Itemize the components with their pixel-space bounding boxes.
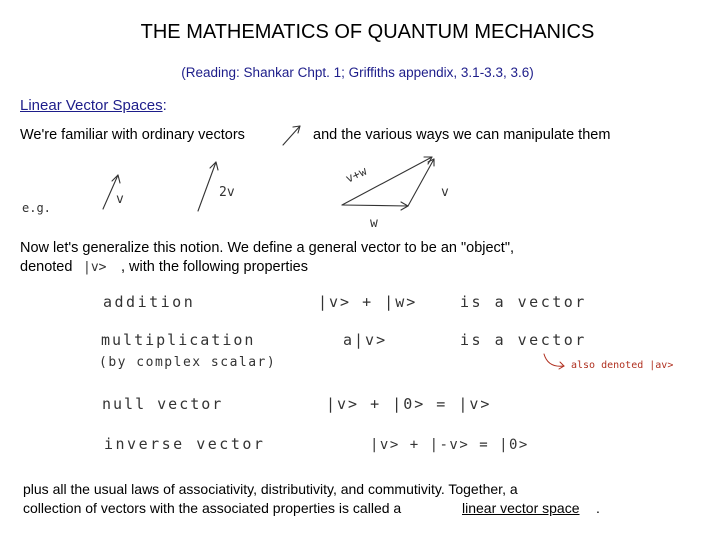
property-name: multiplication: [101, 331, 256, 349]
property-multiplication: [99, 331, 673, 371]
vector-v-plus-w-label: v+w: [343, 163, 369, 186]
vector-w-label: w: [370, 216, 378, 231]
property-subtitle: (by complex scalar): [99, 355, 277, 370]
property-inverse-vector: [104, 435, 529, 453]
vector-2v-label: 2v: [219, 185, 235, 200]
property-expression: a|v>: [343, 331, 388, 349]
property-null-vector: [102, 395, 491, 413]
page-title: THE MATHEMATICS OF QUANTUM MECHANICS: [140, 21, 595, 43]
eg-label: e.g.: [22, 201, 51, 215]
property-expression: |v> + |0> = |v>: [326, 395, 492, 413]
generalize-line-1: Now let's generalize this notion. We define a general vector to be an "object",: [20, 240, 514, 256]
property-note: also denoted |av>: [571, 360, 674, 371]
property-result: is a vector: [460, 331, 587, 349]
ket-v-notation: |v>: [83, 260, 107, 275]
reading-reference: (Reading: Shankar Chpt. 1; Griffiths appendix, 3.1-3.3, 3.6): [181, 65, 534, 80]
note-arrow-icon: [544, 354, 564, 366]
property-expression: |v> + |w>: [318, 293, 418, 311]
vector-addition-triangle-icon: [342, 157, 434, 210]
property-name: addition: [103, 293, 196, 311]
property-addition: [103, 293, 587, 311]
vector-2v-arrow-icon: [198, 162, 218, 211]
property-expression: |v> + |-v> = |0>: [370, 437, 529, 453]
small-vector-arrow-icon: [283, 126, 300, 145]
intro-text-right: and the various ways we can manipulate them: [313, 127, 611, 143]
generalize-line-2-end: , with the following properties: [121, 259, 308, 275]
section-heading-label: Linear Vector Spaces: [20, 97, 163, 114]
property-result: is a vector: [460, 293, 587, 311]
section-heading-colon: :: [162, 97, 167, 114]
linear-vector-space-term: linear vector space: [462, 500, 580, 516]
property-name: inverse vector: [104, 435, 266, 453]
closing-line-2: collection of vectors with the associated properties is called a: [23, 500, 402, 516]
vector-v-right-label: v: [441, 185, 449, 200]
closing-line-1: plus all the usual laws of associativity, distributivity, and commutivity. Together, a: [23, 481, 518, 497]
vector-v-label: v: [116, 192, 124, 207]
property-name: null vector: [102, 395, 224, 413]
closing-period: .: [596, 500, 600, 516]
intro-text-left: We're familiar with ordinary vectors: [20, 127, 245, 143]
generalize-line-2-start: denoted: [20, 259, 73, 275]
